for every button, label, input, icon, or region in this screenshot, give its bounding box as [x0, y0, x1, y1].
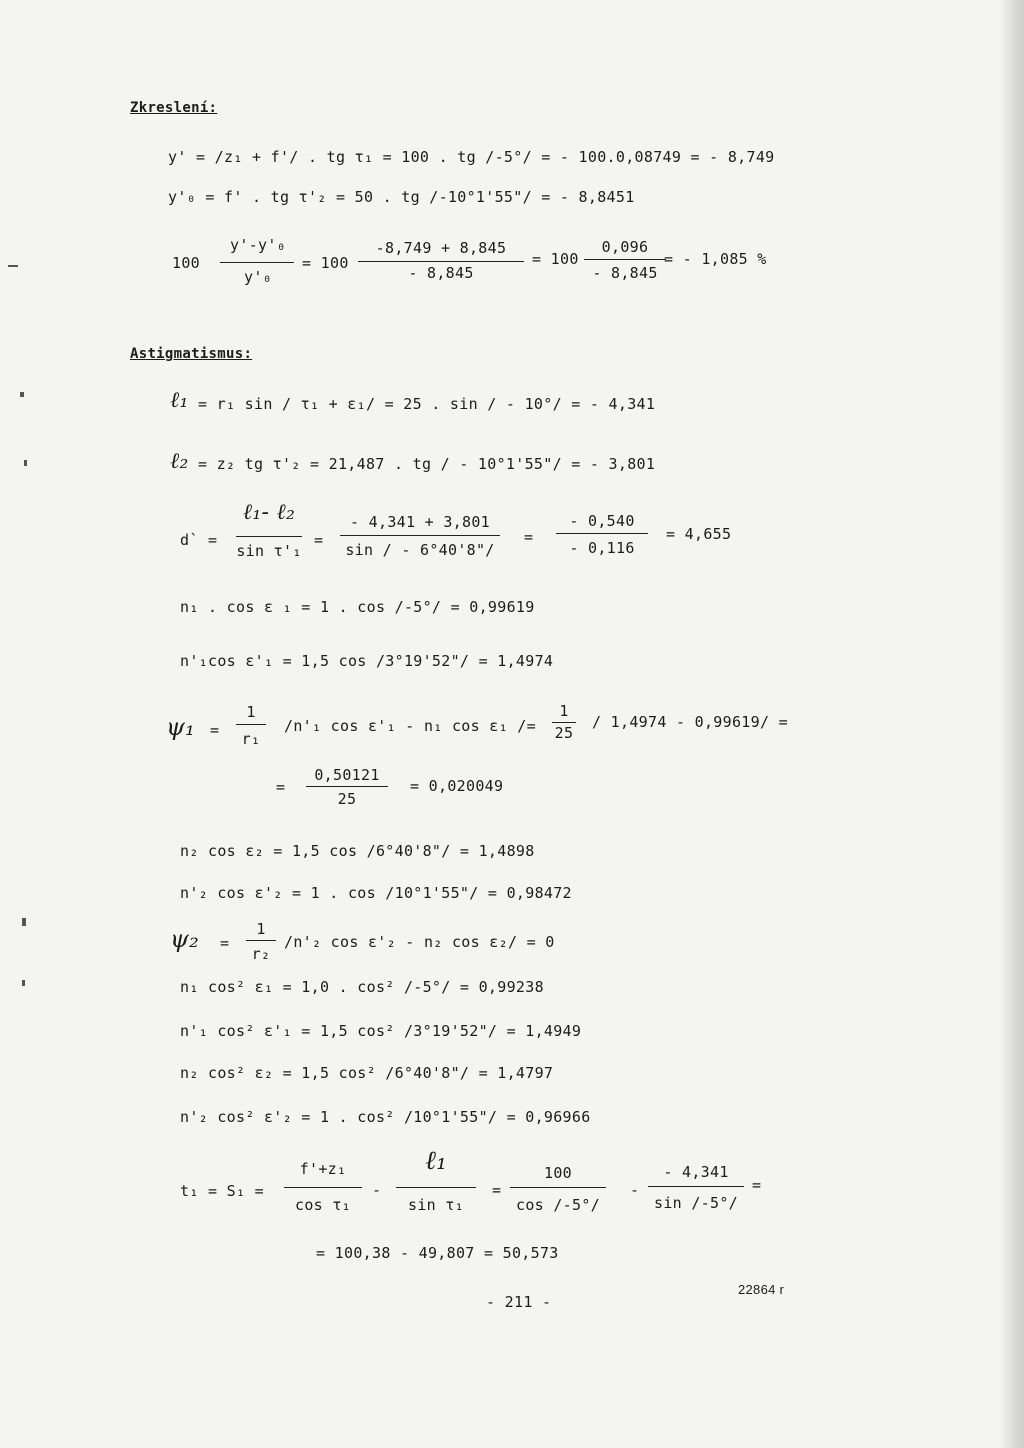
denominator-2: - 8,845 [408, 264, 474, 282]
distortion-result: = - 1,085 % [664, 250, 767, 268]
psi2-fraction-denominator: r₂ [251, 945, 271, 963]
d-numerator-2: - 4,341 + 3,801 [350, 513, 490, 531]
page-number: - 211 - [486, 1293, 552, 1311]
fraction-line [284, 1187, 362, 1188]
denominator-3: - 8,845 [592, 264, 658, 282]
t1-denominator-2: sin τ₁ [408, 1196, 464, 1214]
psi1b-equals: = [276, 778, 286, 796]
d-equals-1: = [314, 531, 324, 549]
section-heading-zkresleni: Zkreslení: [130, 100, 218, 116]
d-numerator-1: ℓ₁- ℓ₂ [242, 500, 296, 525]
ratio-numerator: y'-y'₀ [230, 236, 286, 254]
psi1-fraction2-numerator: 1 [559, 702, 569, 720]
equation-cos2-3: n₂ cos² ε₂ = 1,5 cos² /6°40'8"/ = 1,4797 [180, 1064, 554, 1082]
section-heading-astigmatismus: Astigmatismus: [130, 346, 253, 362]
scan-mark [8, 265, 18, 267]
psi2-symbol: ψ₂ [170, 925, 200, 953]
equation-n2-cos: n₂ cos ε₂ = 1,5 cos /6°40'8"/ = 1,4898 [180, 842, 535, 860]
d-equals-2: = [524, 528, 534, 546]
psi1-fraction-denominator: r₁ [241, 730, 261, 748]
document-code: 22864 r [738, 1282, 785, 1297]
equation-cos2-2: n'₁ cos² ε'₁ = 1,5 cos² /3°19'52"/ = 1,4949 [180, 1022, 582, 1040]
t1-numerator-3: 100 [544, 1164, 572, 1182]
t1-equals-2: = [752, 1176, 762, 1194]
d-result: = 4,655 [666, 525, 732, 543]
fraction-line [648, 1186, 744, 1187]
fraction-line [246, 940, 276, 941]
t1-numerator-1: f'+z₁ [299, 1160, 347, 1178]
equation-l1: = r₁ sin / τ₁ + ε₁/ = 25 . sin / - 10°/ = - 4,341 [198, 395, 656, 413]
t1-denominator-3: cos /-5°/ [516, 1196, 600, 1214]
t1-denominator-1: cos τ₁ [295, 1196, 351, 1214]
equation-n2p-cos: n'₂ cos ε'₂ = 1 . cos /10°1'55"/ = 0,98472 [180, 884, 572, 902]
t1-label: t₁ = S₁ = [180, 1182, 264, 1200]
psi1-fraction-numerator: 1 [246, 703, 256, 721]
fraction-line [396, 1187, 476, 1188]
psi1-tail: / 1,4974 - 0,99619/ = [592, 713, 788, 731]
scan-mark [24, 460, 27, 466]
fraction-line [584, 259, 666, 260]
fraction-line [236, 724, 266, 725]
fraction-line [358, 261, 524, 262]
fraction-line [236, 536, 302, 537]
psi2-fraction-numerator: 1 [256, 920, 266, 938]
t1-denominator-4: sin /-5°/ [654, 1194, 738, 1212]
fraction-line [220, 262, 294, 263]
psi2-equals: = [220, 934, 230, 952]
equation-n1p-cos: n'₁cos ε'₁ = 1,5 cos /3°19'52"/ = 1,4974 [180, 652, 554, 670]
psi1b-numerator: 0,50121 [314, 766, 380, 784]
t1-numerator-4: - 4,341 [663, 1163, 729, 1181]
psi1b-denominator: 25 [337, 790, 357, 808]
numerator-2: -8,749 + 8,845 [375, 239, 507, 257]
ratio-prefix: 100 [172, 254, 200, 272]
d-denominator-3: - 0,116 [569, 539, 635, 557]
d-denominator-1: sin τ'₁ [236, 542, 302, 560]
psi1-middle: /n'₁ cos ε'₁ - n₁ cos ε₁ /= [284, 717, 536, 735]
equation-l2: = z₂ tg τ'₂ = 21,487 . tg / - 10°1'55"/ = - 3,801 [198, 455, 656, 473]
numerator-3: 0,096 [601, 238, 649, 256]
t1-result: = 100,38 - 49,807 = 50,573 [316, 1244, 559, 1262]
psi1-equals: = [210, 721, 220, 739]
equation-y0-prime: y'₀ = f' . tg τ'₂ = 50 . tg /-10°1'55"/ = - 8,8451 [168, 188, 635, 206]
t1-minus-1: - [372, 1181, 382, 1199]
d-label: d` = [180, 531, 218, 549]
l1-symbol: ℓ₁ [170, 388, 189, 413]
equals-100: = 100 [302, 254, 349, 272]
psi1-fraction2-denominator: 25 [554, 724, 574, 742]
l2-symbol: ℓ₂ [170, 449, 189, 474]
scan-mark [20, 392, 24, 397]
scan-mark [22, 918, 26, 926]
fraction-line [306, 786, 388, 787]
equation-n1-cos: n₁ . cos ε ₁ = 1 . cos /-5°/ = 0,99619 [180, 598, 535, 616]
psi1b-result: = 0,020049 [410, 777, 504, 795]
fraction-line [340, 535, 500, 536]
t1-minus-2: - [630, 1181, 640, 1199]
scan-mark [22, 980, 25, 986]
equation-cos2-1: n₁ cos² ε₁ = 1,0 . cos² /-5°/ = 0,99238 [180, 978, 544, 996]
equals-100-b: = 100 [532, 250, 579, 268]
t1-numerator-2: ℓ₁ [425, 1146, 447, 1176]
ratio-denominator: y'₀ [244, 268, 272, 286]
equation-cos2-4: n'₂ cos² ε'₂ = 1 . cos² /10°1'55"/ = 0,96966 [180, 1108, 591, 1126]
psi2-rest: /n'₂ cos ε'₂ - n₂ cos ε₂/ = 0 [284, 933, 555, 951]
psi1-symbol: ψ₁ [166, 713, 196, 741]
d-denominator-2: sin / - 6°40'8"/ [345, 541, 495, 559]
fraction-line [556, 533, 648, 534]
fraction-line [510, 1187, 606, 1188]
fraction-line [552, 722, 576, 723]
d-numerator-3: - 0,540 [569, 512, 635, 530]
t1-equals: = [492, 1181, 502, 1199]
equation-y-prime: y' = /z₁ + f'/ . tg τ₁ = 100 . tg /-5°/ = - 100.0,08749 = - 8,749 [168, 148, 775, 166]
page-edge-shadow [1000, 0, 1024, 1448]
